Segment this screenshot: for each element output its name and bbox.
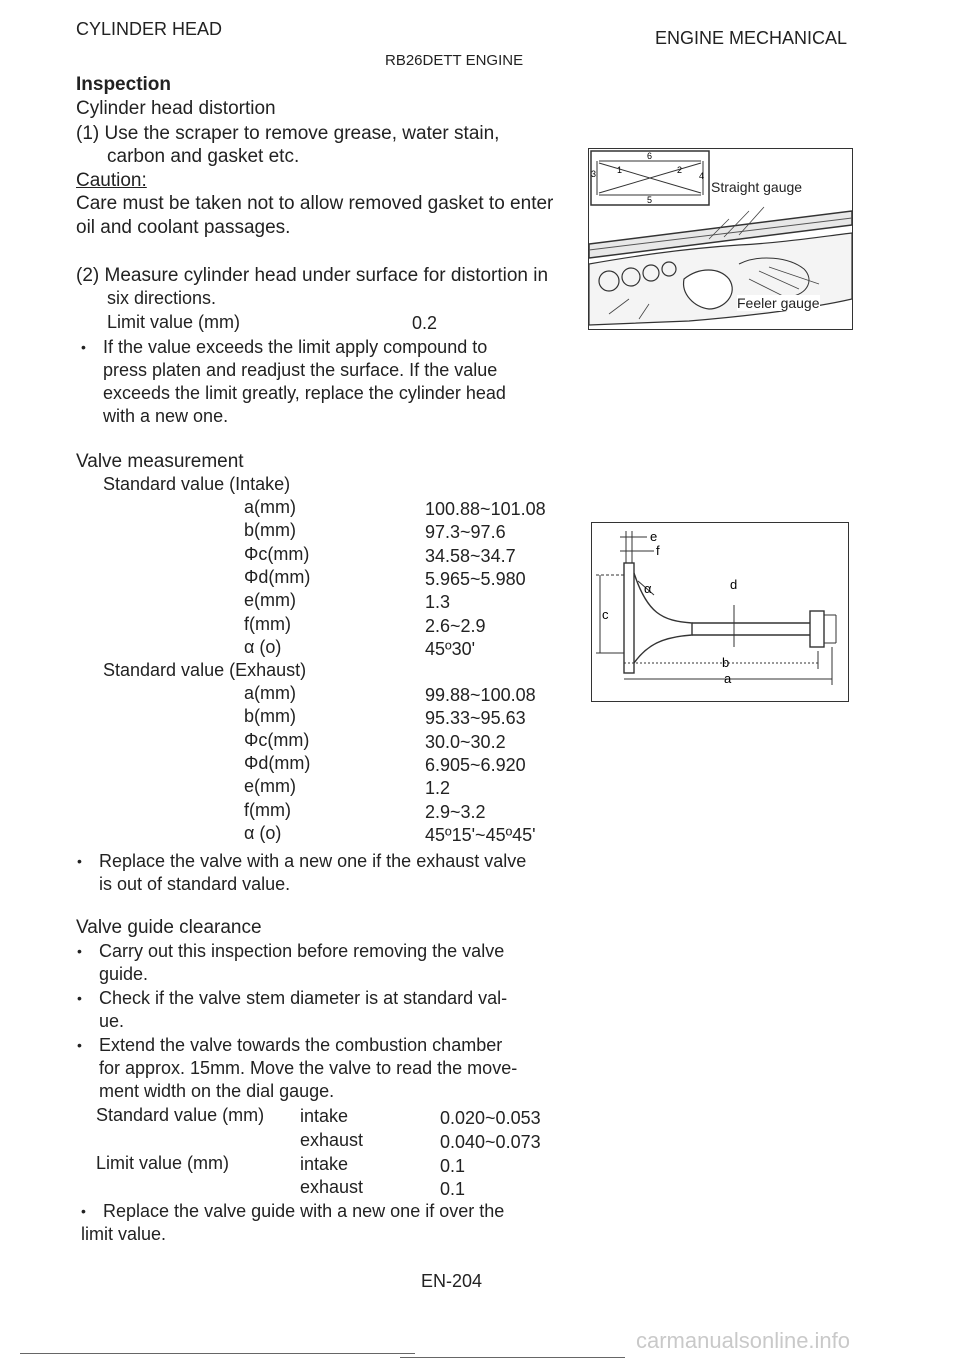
exhaust-row-key: e(mm) bbox=[244, 776, 296, 797]
step2-line2: six directions. bbox=[107, 288, 217, 308]
exhaust-row-value: 1.2 bbox=[425, 778, 451, 799]
watermark: carmanualsonline.info bbox=[636, 1328, 851, 1353]
guide-b2: • Check if the valve stem diameter is at standard val- bbox=[99, 988, 507, 1009]
intake-row-value: 34.58~34.7 bbox=[425, 545, 516, 566]
bullet-line1: • If the value exceeds the limit apply compound to bbox=[103, 337, 487, 358]
exhaust-label: Standard value (Exhaust) bbox=[103, 660, 307, 680]
exhaust-row-key: Φc(mm) bbox=[244, 729, 310, 750]
svg-text:5: 5 bbox=[647, 195, 653, 205]
exhaust-row-key: a(mm) bbox=[244, 683, 296, 703]
guide-limit-intake-value: 0.1 bbox=[440, 1156, 466, 1176]
step1-line2: carbon and gasket etc. bbox=[107, 146, 300, 167]
intake-row-key: Φd(mm) bbox=[244, 566, 311, 587]
caution-line2: oil and coolant passages. bbox=[76, 217, 291, 238]
limit-label: Limit value (mm) bbox=[107, 312, 241, 332]
svg-text:2: 2 bbox=[677, 165, 683, 175]
intake-row-key: α (o) bbox=[244, 636, 282, 657]
guide-std-exhaust-label: exhaust bbox=[300, 1130, 364, 1150]
valve-label-d: d bbox=[730, 577, 738, 592]
exhaust-row-key: f(mm) bbox=[244, 799, 291, 820]
distortion-figure bbox=[588, 148, 853, 330]
exhaust-row-value: 6.905~6.920 bbox=[425, 754, 526, 775]
exhaust-row-key: Φd(mm) bbox=[244, 752, 311, 773]
intake-row-value: 2.6~2.9 bbox=[425, 615, 486, 636]
intake-label: Standard value (Intake) bbox=[103, 474, 291, 494]
step2-line1: (2) Measure cylinder head under surface for distortion in bbox=[76, 265, 549, 286]
guide-b3b: for approx. 15mm. Move the valve to read the move- bbox=[99, 1058, 518, 1078]
subsection-title: Cylinder head distortion bbox=[76, 98, 276, 119]
svg-text:4: 4 bbox=[699, 171, 705, 181]
header-left: CYLINDER HEAD bbox=[76, 19, 223, 39]
intake-row-key: Φc(mm) bbox=[244, 543, 310, 564]
valve-title: Valve measurement bbox=[76, 451, 244, 472]
feeler-gauge-label: Feeler gauge bbox=[737, 295, 820, 311]
bullet-line4: with a new one. bbox=[103, 406, 229, 426]
intake-row-value: 97.3~97.6 bbox=[425, 522, 506, 543]
svg-text:3: 3 bbox=[591, 169, 597, 179]
intake-row-key: f(mm) bbox=[244, 613, 291, 634]
guide-b1b: guide. bbox=[99, 964, 149, 984]
guide-b3c: ment width on the dial gauge. bbox=[99, 1081, 335, 1101]
bullet-line2: press platen and readjust the surface. If the value bbox=[103, 360, 498, 380]
footer-rule-left bbox=[20, 1353, 415, 1354]
guide-std-intake-label: intake bbox=[300, 1106, 349, 1126]
page-number: EN-204 bbox=[421, 1271, 483, 1291]
limit-value: 0.2 bbox=[412, 313, 438, 333]
guide-limit-exhaust-value: 0.1 bbox=[440, 1179, 466, 1199]
exhaust-row-value: 30.0~30.2 bbox=[425, 731, 506, 752]
exhaust-row-key: α (o) bbox=[244, 822, 282, 843]
valve-label-a: a bbox=[724, 671, 732, 686]
exhaust-row-value: 99.88~100.08 bbox=[425, 685, 536, 705]
valve-label-f: f bbox=[656, 543, 660, 558]
guide-b4b: limit value. bbox=[81, 1224, 167, 1244]
exhaust-row-value: 45º15'~45º45' bbox=[425, 824, 536, 845]
bullet-line3: exceeds the limit greatly, replace the cylinder head bbox=[103, 383, 506, 403]
guide-std-intake-value: 0.020~0.053 bbox=[440, 1108, 541, 1128]
valve-label-alpha: α bbox=[644, 581, 652, 596]
guide-limit-label: Limit value (mm) bbox=[96, 1153, 230, 1173]
guide-b3: • Extend the valve towards the combustion chamber bbox=[99, 1035, 502, 1056]
guide-b4: • Replace the valve guide with a new one if over the bbox=[103, 1201, 504, 1222]
valve-label-e: e bbox=[650, 529, 658, 544]
valve-label-c: c bbox=[602, 607, 609, 622]
header-engine: RB26DETT ENGINE bbox=[385, 52, 524, 69]
replace-line1: • Replace the valve with a new one if the exhaust valve bbox=[99, 851, 526, 872]
caution-line1: Care must be taken not to allow removed gasket to enter bbox=[76, 193, 554, 214]
straight-gauge-label: Straight gauge bbox=[711, 179, 803, 195]
intake-row-key: b(mm) bbox=[244, 520, 296, 541]
exhaust-row-value: 2.9~3.2 bbox=[425, 801, 486, 822]
guide-std-label: Standard value (mm) bbox=[96, 1105, 265, 1125]
exhaust-row-value: 95.33~95.63 bbox=[425, 708, 526, 729]
guide-title: Valve guide clearance bbox=[76, 917, 262, 938]
svg-text:1: 1 bbox=[617, 165, 623, 175]
exhaust-row-key: b(mm) bbox=[244, 706, 296, 727]
step1-line1: (1) Use the scraper to remove grease, water stain, bbox=[76, 123, 500, 144]
intake-row-key: e(mm) bbox=[244, 590, 296, 611]
section-title: Inspection bbox=[76, 74, 172, 95]
valve-label-b: b bbox=[722, 655, 730, 670]
valve-diagram bbox=[592, 523, 848, 701]
intake-row-key: a(mm) bbox=[244, 497, 296, 517]
guide-b1: • Carry out this inspection before removing the valve bbox=[99, 941, 504, 962]
intake-row-value: 5.965~5.980 bbox=[425, 568, 526, 589]
caution-label: Caution: bbox=[76, 170, 147, 191]
guide-b2b: ue. bbox=[99, 1011, 125, 1031]
guide-limit-exhaust-label: exhaust bbox=[300, 1177, 364, 1197]
inset-num-6: 6 bbox=[647, 151, 653, 161]
header-right: ENGINE MECHANICAL bbox=[655, 28, 848, 48]
intake-row-value: 1.3 bbox=[425, 592, 451, 613]
valve-figure bbox=[591, 522, 849, 702]
guide-limit-intake-label: intake bbox=[300, 1154, 349, 1174]
guide-std-exhaust-value: 0.040~0.073 bbox=[440, 1132, 541, 1152]
intake-row-value: 45º30' bbox=[425, 638, 476, 659]
replace-line2: is out of standard value. bbox=[99, 874, 291, 894]
intake-row-value: 100.88~101.08 bbox=[425, 499, 546, 519]
